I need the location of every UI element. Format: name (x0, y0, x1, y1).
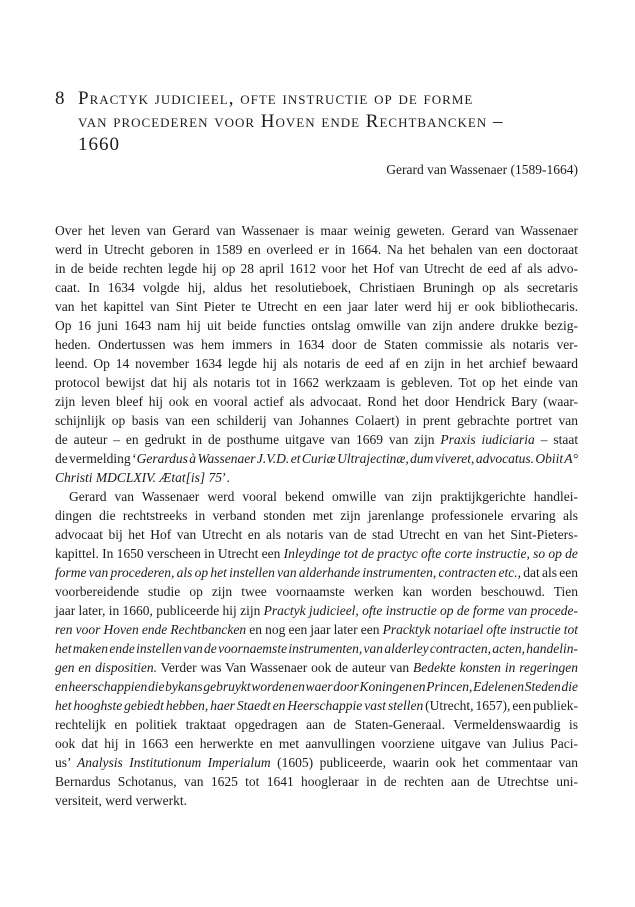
text-line: ook dat hij in 1663 een herwerkte en met aanvullingen voorziene uitgave van Julius Paci- (55, 736, 579, 751)
chapter-title-line: 1660 (78, 134, 120, 155)
text-line: Over het leven van Gerard van Wassenaer is maar weinig geweten. Gerard van Wassenaer (55, 223, 578, 238)
text-line: dingen die rechtstreeks in verband stonden met zijn jarenlange professionele ervaring als (55, 508, 579, 523)
text-line: Gerard van Wassenaer werd vooral bekend omwille van zijn praktijkgerichte handlei- (69, 489, 578, 504)
text-line: en heerschappien die bykans gebruykt worden en waer door Koningen en Princen, Edelen en Steden die (55, 679, 578, 694)
text-line: ren voor Hoven ende Rechtbancken en nog een jaar later een Pracktyk notariael ofte instructie tot (55, 622, 579, 637)
text-line: versiteit, werd verwerkt. (55, 793, 187, 808)
text-line: Christi MDCLXIV. Ætat[is] 75’. (55, 470, 230, 485)
text-line: heden. Ondertussen was hem immers in 1634 door de Staten commissie als notaris ver- (55, 337, 578, 352)
text-line: Bernardus Schotanus, van 1625 tot 1641 hoogleraar in de rechten aan de Utrechtse uni- (55, 774, 578, 789)
text-line: kapittel. In 1650 verscheen in Utrecht een Inleydinge tot de practyc ofte corte instructie, so op de (55, 546, 578, 561)
chapter-title-line: Practyk judicieel, ofte instructie op de forme (78, 88, 474, 109)
text-line: van het kapittel van Sint Pieter te Utrecht en een jaar later werd hij er ook bibliothecaris. (55, 299, 579, 314)
text-line: us’ Analysis Institutionum Imperialum (1605) publiceerde, waarin ook het commentaar van (55, 755, 579, 770)
text-line: voorbereidende studie op zijn twee voornaamste werken kan worden beschouwd. Tien (55, 584, 579, 599)
text-line: forme van procederen, als op het instellen van alderhande instrumenten, contracten etc., dat als een (55, 565, 578, 580)
author-line: Gerard van Wassenaer (1589-1664) (386, 162, 578, 177)
text-line: Op 16 juni 1643 nam hij uit beide functies ontslag omwille van zijn andere drukke bezig- (55, 318, 579, 333)
text-line: werd in Utrecht geboren in 1589 en overleed er in 1664. Na het behalen van een doctoraat (55, 242, 578, 257)
text-line: leend. Op 14 november 1634 legde hij als notaris de eed af en zijn in het archief bewaard (55, 356, 578, 371)
text-line: schijnlijk op basis van een schilderij van Johannes Colaert) in prent gebrachte portret van (55, 413, 579, 428)
text-line: de vermelding ‘Gerardus à Wassenaer J.V.D. et Curiæ Ultrajectinæ, dum viveret, advocatus. Obiit A° (55, 451, 578, 466)
chapter-title-line: van procederen voor Hoven ende Rechtbancken – (78, 111, 504, 132)
text-line: gen en dispositien. Verder was Van Wassenaer ook de auteur van Bedekte konsten in regeringen (55, 660, 578, 675)
chapter-number: 8 (55, 88, 65, 109)
body-text (55, 221, 578, 810)
text-line: in de beide rechten legde hij op 28 april 1612 voor het Hof van Utrecht de eed af als advo- (55, 261, 579, 276)
text-line: zijn leven bleef hij ook en vooral actief als advocaat. Rond het door Hendrick Bary (waar- (55, 394, 579, 409)
text-line: het maken ende instellen van de voornaemste instrumenten, van alderley contracten, acten, handelin- (55, 641, 578, 656)
text-line: caat. In 1634 volgde hij, aldus het resolutieboek, Christiaen Bruningh op als secretaris (55, 280, 578, 295)
text-line: de auteur – en gedrukt in de posthume uitgave van 1669 van zijn Praxis iudiciaria – staat (55, 432, 579, 447)
text-line: het hooghste gebiedt hebben, haer Staedt en Heerschappie vast stellen (Utrecht, 1657), een publiek- (55, 698, 579, 713)
text-line: jaar later, in 1660, publiceerde hij zijn Practyk judicieel, ofte instructie op de forme van procede- (55, 603, 579, 618)
chapter-title (78, 87, 504, 156)
text-line: rechtelijk en politiek traktaat opgedragen aan de Staten-Generaal. Vermeldenswaardig is (55, 717, 578, 732)
text-line: protocol bewijst dat hij als notaris tot in 1662 werkzaam is gebleven. Tot op het einde van (55, 375, 578, 390)
chapter-heading (55, 87, 504, 156)
text-line: advocaat bij het Hof van Utrecht en als notaris van de stad Utrecht en van het Sint-Pieters- (55, 527, 578, 542)
